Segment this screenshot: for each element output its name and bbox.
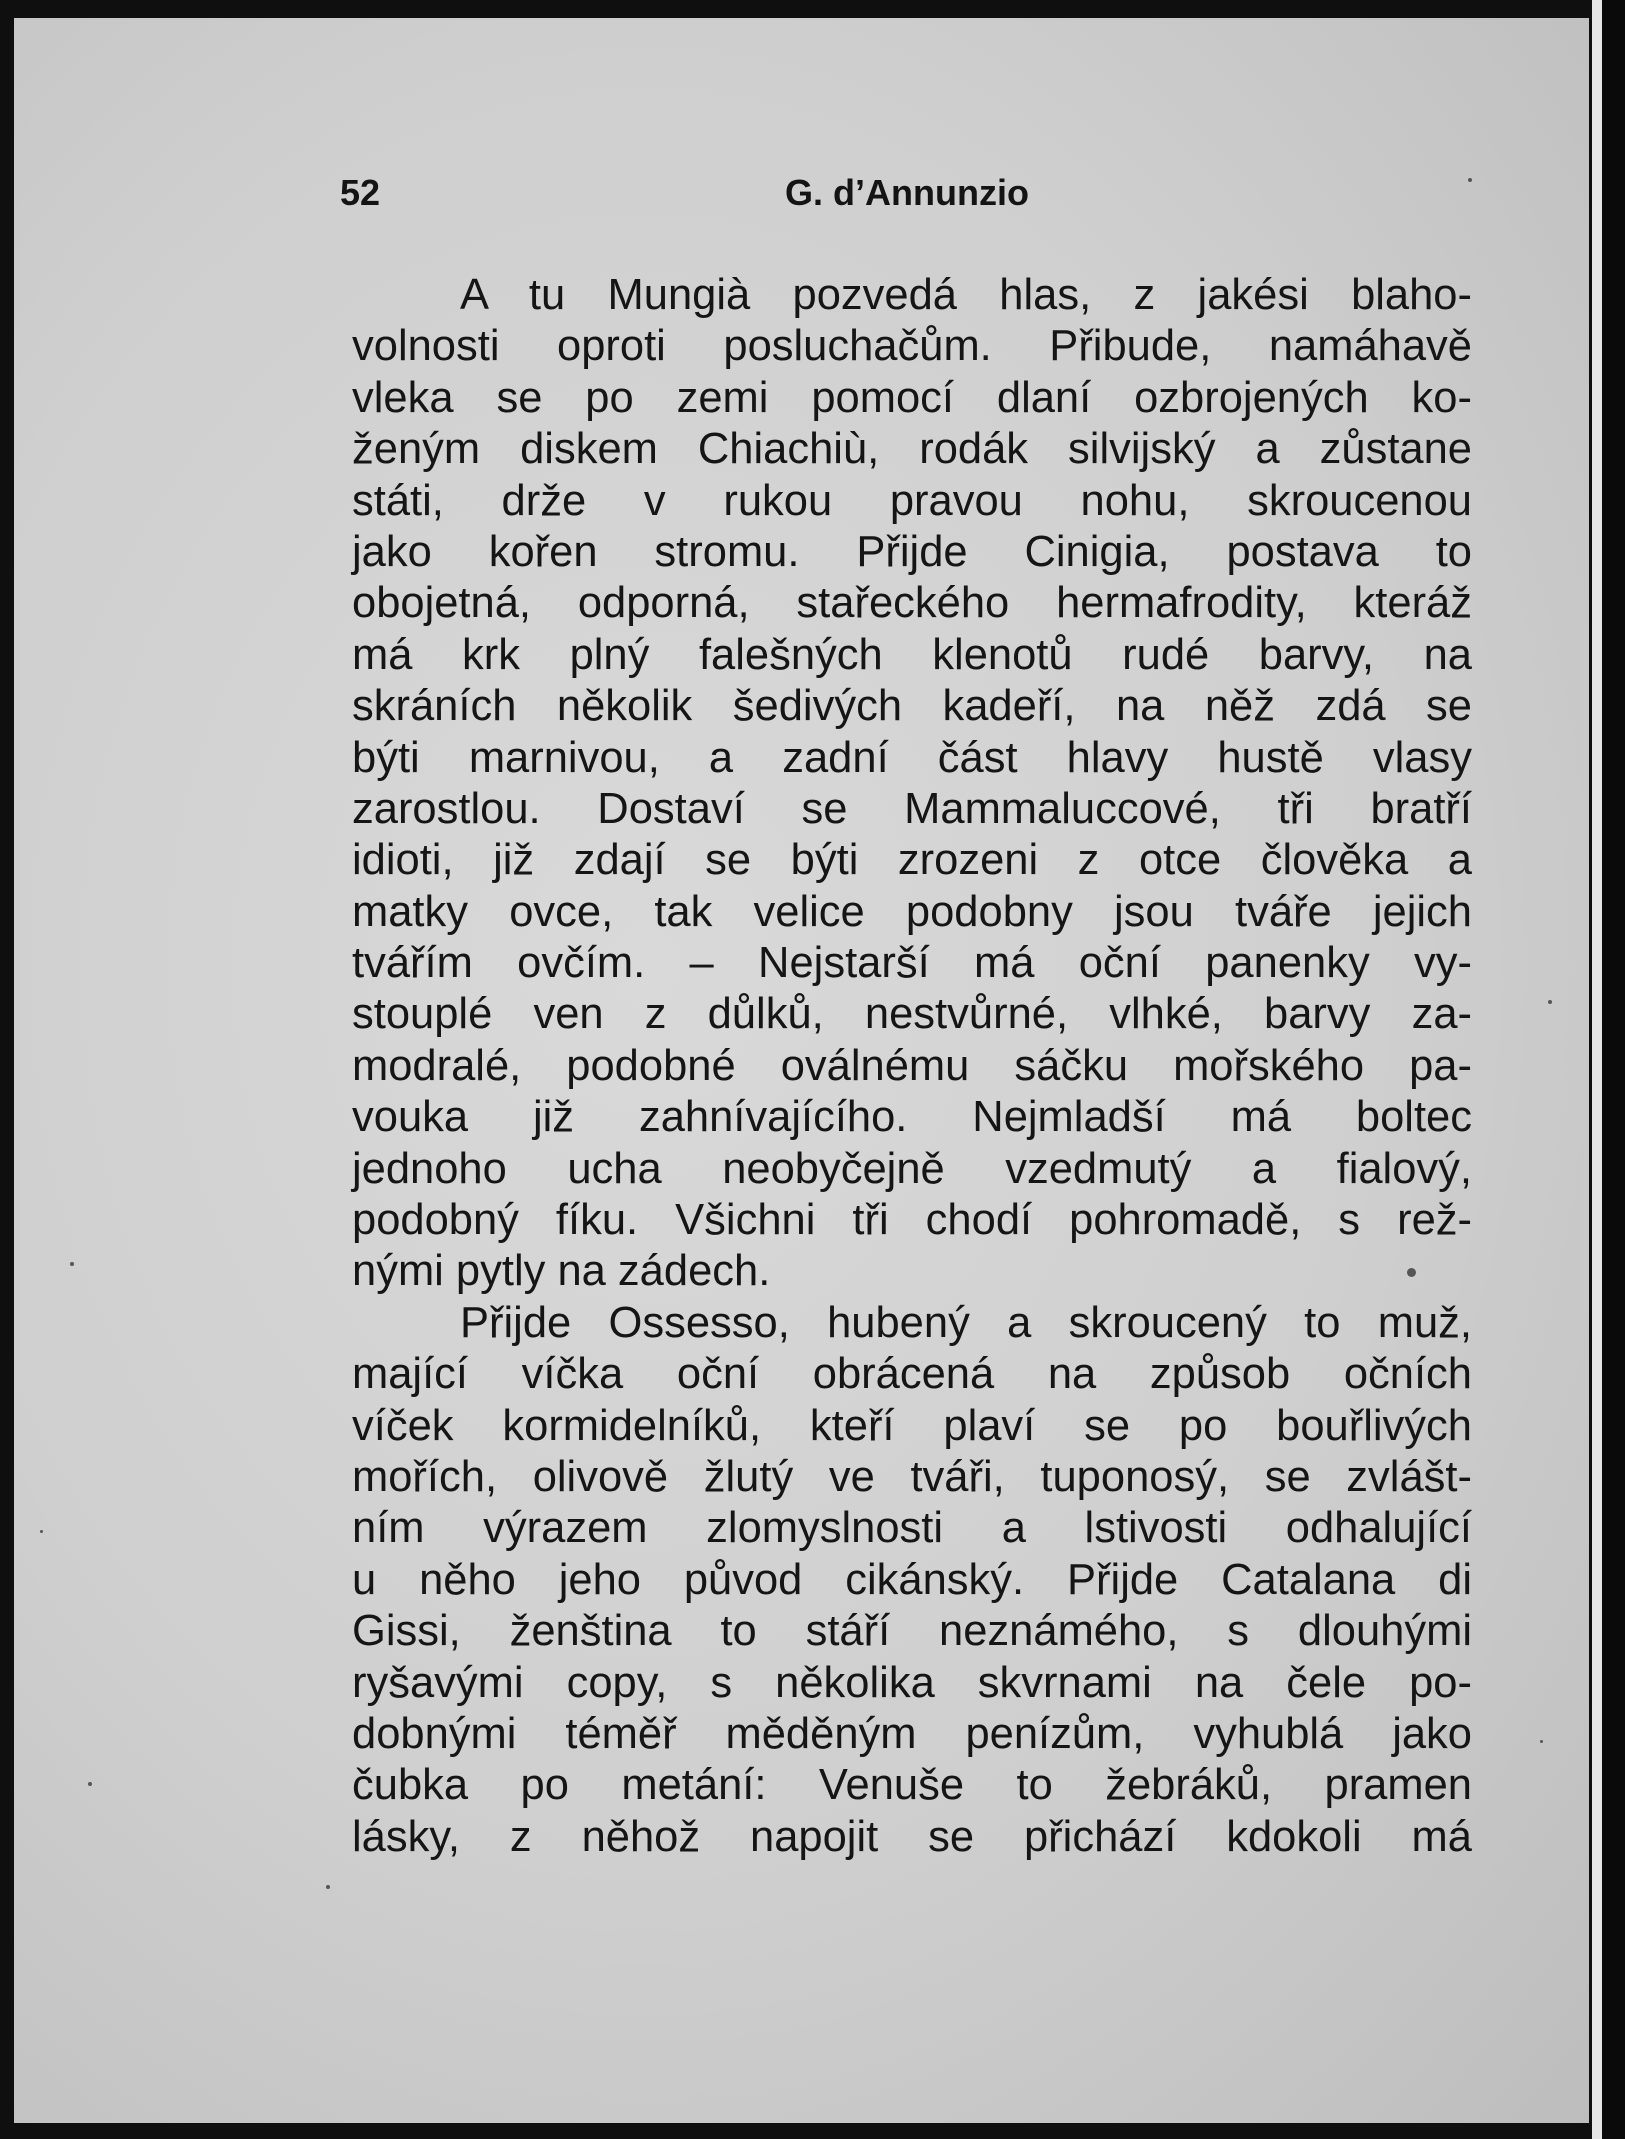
body-text xyxy=(352,270,1472,1863)
print-speck xyxy=(326,1885,330,1889)
text-line: lásky, z něhož napojit se přichází kdokoli má xyxy=(352,1812,1472,1861)
paragraph xyxy=(352,270,1472,1298)
text-line: A tu Mungià pozvedá hlas, z jakési blaho- xyxy=(460,271,1472,319)
page-number: 52 xyxy=(340,172,381,213)
text-line: býti marnivou, a zadní část hlavy hustě vlasy xyxy=(352,733,1472,782)
text-line: obojetná, odporná, stařeckého hermafrodity, kteráž xyxy=(352,579,1472,628)
text-line: jednoho ucha neobyčejně vzedmutý a fialový, xyxy=(352,1144,1472,1193)
page-edge xyxy=(1592,0,1602,2139)
text-line: skráních několik šedivých kadeří, na něž zdá se xyxy=(352,682,1472,731)
text-line: mořích, olivově žlutý ve tváři, tuponosý, se zvlášt- xyxy=(352,1452,1472,1501)
print-speck xyxy=(1468,178,1472,182)
text-line: idioti, již zdají se býti zrozeni z otce člověka a xyxy=(352,836,1472,885)
text-line: vouka již zahnívajícího. Nejmladší má boltec xyxy=(352,1093,1472,1142)
text-line: u něho jeho původ cikánský. Přijde Catalana di xyxy=(352,1555,1472,1604)
text-line: čubka po metání: Venuše to žebráků, pramen xyxy=(352,1761,1472,1810)
text-line: ryšavými copy, s několika skvrnami na čele po- xyxy=(352,1658,1472,1707)
scan-border xyxy=(1602,0,1625,2139)
text-line: má krk plný falešných klenotů rudé barvy, na xyxy=(352,630,1472,679)
text-line: státi, drže v rukou pravou nohu, skroucenou xyxy=(352,476,1472,525)
running-head-author: G. d’Annunzio xyxy=(785,172,1029,213)
text-line: tvářím ovčím. – Nejstarší má oční panenky vy- xyxy=(352,939,1472,988)
print-speck xyxy=(1540,1740,1543,1743)
text-line: mající víčka oční obrácená na způsob očních xyxy=(352,1350,1472,1399)
text-line: volnosti oproti posluchačům. Přibude, namáhavě xyxy=(352,322,1472,371)
text-line: modralé, podobné oválnému sáčku mořského pa- xyxy=(352,1041,1472,1090)
text-line: stouplé ven z důlků, nestvůrné, vlhké, barvy za- xyxy=(352,990,1472,1039)
print-speck xyxy=(1407,1268,1416,1277)
print-speck xyxy=(40,1530,43,1533)
text-line: matky ovce, tak velice podobny jsou tváře jejich xyxy=(352,887,1472,936)
text-line: podobný fíku. Všichni tři chodí pohromadě, s rež- xyxy=(352,1196,1472,1245)
running-head xyxy=(340,172,1060,222)
text-line: Gissi, ženština to stáří neznámého, s dlouhými xyxy=(352,1607,1472,1656)
text-line: vleka se po zemi pomocí dlaní ozbrojených ko- xyxy=(352,373,1472,422)
text-line: dobnými téměř měděným penízům, vyhublá jako xyxy=(352,1709,1472,1758)
text-line: ženým diskem Chiachiù, rodák silvijský a zůstane xyxy=(352,425,1472,474)
text-line: Přijde Ossesso, hubený a skroucený to muž, xyxy=(460,1298,1472,1347)
print-speck xyxy=(1548,1000,1552,1004)
text-line: zarostlou. Dostaví se Mammaluccové, tři bratří xyxy=(352,784,1472,833)
text-line: jako kořen stromu. Přijde Cinigia, postava to xyxy=(352,527,1472,576)
print-speck xyxy=(70,1262,74,1266)
text-line: víček kormidelníků, kteří plaví se po bouřlivých xyxy=(352,1401,1472,1450)
text-line: ním výrazem zlomyslnosti a lstivosti odhalující xyxy=(352,1504,1472,1553)
text-line: nými pytly na zádech. xyxy=(352,1247,771,1296)
print-speck xyxy=(88,1782,92,1786)
paragraph xyxy=(352,1298,1472,1863)
